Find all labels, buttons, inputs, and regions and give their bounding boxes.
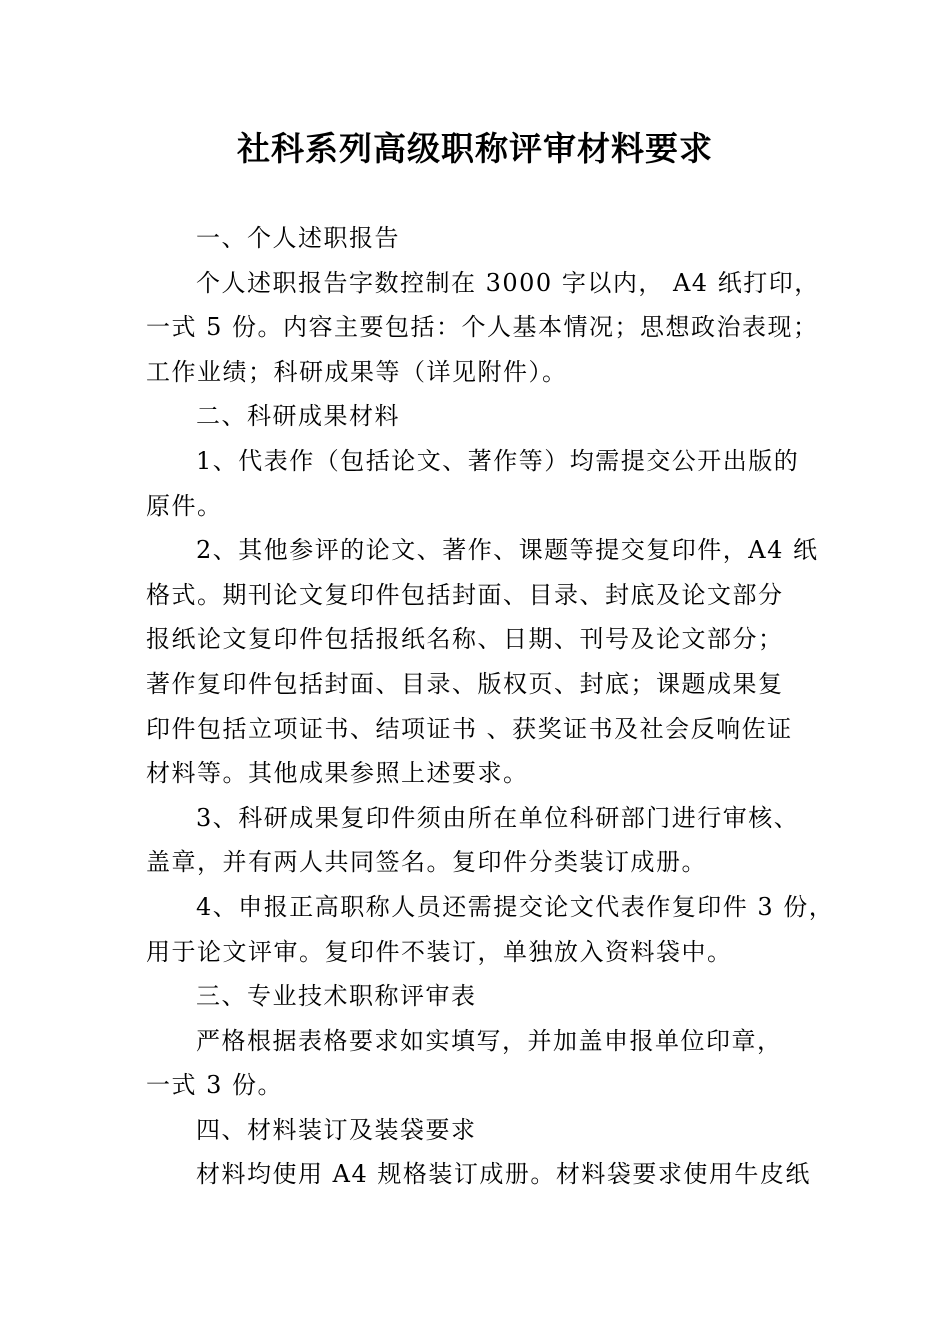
section-heading-4: 四、材料装订及装袋要求 — [196, 1115, 477, 1144]
paragraph-line: 1、代表作（包括论文、著作等）均需提交公开出版的 — [196, 446, 800, 475]
paragraph-line: 工作业绩；科研成果等（详见附件）。 — [146, 357, 568, 386]
paragraph-line: 著作复印件包括封面、目录、版权页、封底；课题成果复 — [146, 669, 784, 698]
paragraph-line: 原件。 — [146, 491, 223, 520]
paragraph-line: 个人述职报告字数控制在 3000 字以内， A4 纸打印， — [196, 268, 820, 297]
paragraph-line: 3、科研成果复印件须由所在单位科研部门进行审核、 — [196, 803, 800, 832]
paragraph-line: 4、申报正高职称人员还需提交论文代表作复印件 3 份， — [196, 892, 835, 921]
section-heading-2: 二、科研成果材料 — [196, 402, 400, 431]
paragraph-line: 一式 3 份。 — [146, 1071, 284, 1100]
document-title: 社科系列高级职称评审材料要求 — [237, 129, 713, 168]
paragraph-line: 印件包括立项证书、结项证书 、获奖证书及社会反响佐证 — [146, 714, 793, 743]
section-heading-3: 三、专业技术职称评审表 — [196, 982, 477, 1011]
paragraph-line: 材料均使用 A4 规格装订成册。材料袋要求使用牛皮纸 — [196, 1160, 811, 1189]
document-body — [146, 216, 835, 1197]
paragraph-line: 一式 5 份。内容主要包括：个人基本情况；思想政治表现； — [146, 313, 819, 342]
paragraph-line: 格式。期刊论文复印件包括封面、目录、封底及论文部分 — [146, 580, 784, 609]
paragraph-line: 用于论文评审。复印件不装订，单独放入资料袋中。 — [146, 937, 733, 966]
paragraph-line: 2、其他参评的论文、著作、课题等提交复印件，A4 纸 — [196, 536, 819, 565]
paragraph-line: 盖章，并有两人共同签名。复印件分类装订成册。 — [146, 848, 707, 877]
paragraph-line: 材料等。其他成果参照上述要求。 — [146, 759, 529, 788]
paragraph-line: 严格根据表格要求如实填写，并加盖申报单位印章， — [196, 1026, 783, 1055]
section-heading-1: 一、个人述职报告 — [196, 224, 400, 252]
paragraph-line: 报纸论文复印件包括报纸名称、日期、刊号及论文部分； — [146, 625, 784, 654]
